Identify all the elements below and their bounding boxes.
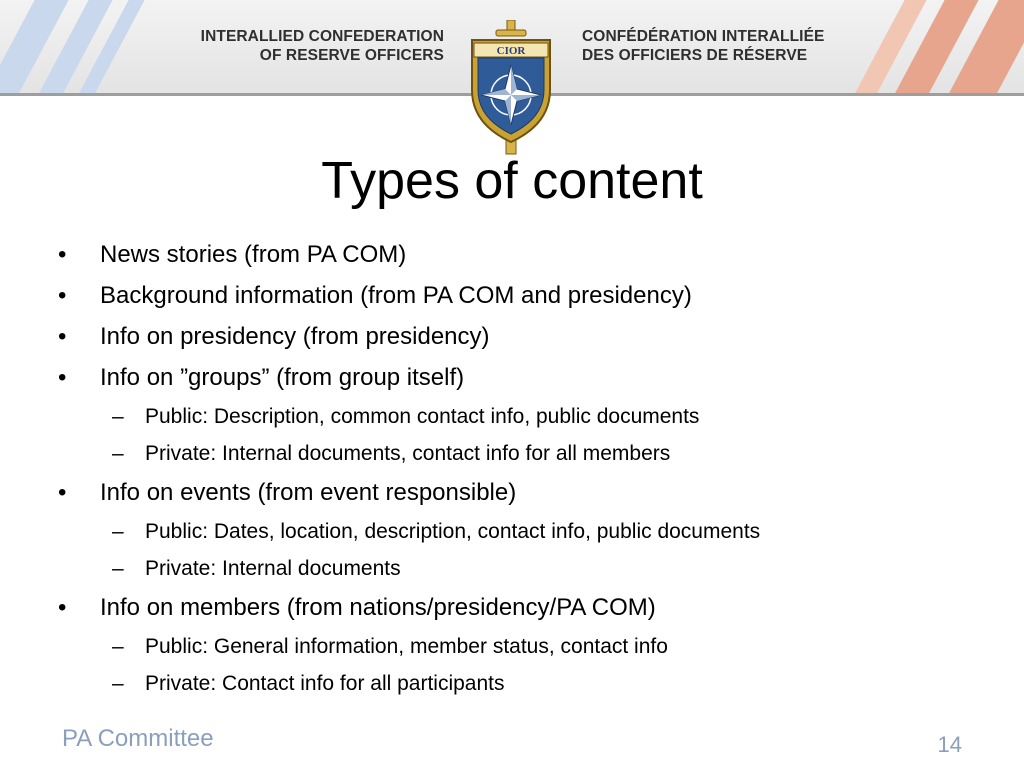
org-name-french-line2: DES OFFICIERS DE RÉSERVE [582,47,808,64]
sub-bullet-marker: – [112,635,124,658]
bullet-marker: • [58,323,67,350]
slide-page-number: 14 [937,732,962,757]
bullet-text: Info on members (from nations/presidency/PA COM) [100,594,656,621]
cior-emblem-logo [466,20,556,156]
sub-bullet-text: Private: Internal documents [145,557,401,580]
sub-bullet-text: Public: General information, member status, contact info [145,635,668,658]
org-name-english-line2: OF RESERVE OFFICERS [259,47,444,64]
sub-bullet-text: Public: Dates, location, description, contact info, public documents [145,520,761,543]
org-name-english-line1: INTERALLIED CONFEDERATION [200,28,444,45]
bullet-marker: • [58,364,67,391]
sub-bullet-text: Private: Internal documents, contact info for all members [145,442,671,465]
org-name-english [186,27,444,65]
org-name-french-line1: CONFÉDÉRATION INTERALLIÉE [582,28,825,45]
bullet-marker: • [58,282,67,309]
sub-bullet-text: Private: Contact info for all participants [145,672,505,695]
bullet-marker: • [58,594,67,621]
bullet-text: Info on ”groups” (from group itself) [100,364,465,391]
slide-title: Types of content [321,152,703,210]
bullet-text: Info on events (from event responsible) [100,479,517,506]
bullet-text: Info on presidency (from presidency) [100,323,490,350]
bullet-marker: • [58,479,67,506]
bullet-marker: • [58,241,67,268]
footer-committee-name: PA Committee [62,725,214,752]
sub-bullet-marker: – [112,520,124,543]
sub-bullet-marker: – [112,672,124,695]
bullet-text: News stories (from PA COM) [100,241,407,268]
sub-bullet-marker: – [112,442,124,465]
bullet-text: Background information (from PA COM and presidency) [100,282,692,309]
org-name-french [582,27,862,65]
sub-bullet-text: Public: Description, common contact info, public documents [145,405,700,428]
sub-bullet-marker: – [112,557,124,580]
emblem-label: CIOR [496,45,526,57]
sub-bullet-marker: – [112,405,124,428]
